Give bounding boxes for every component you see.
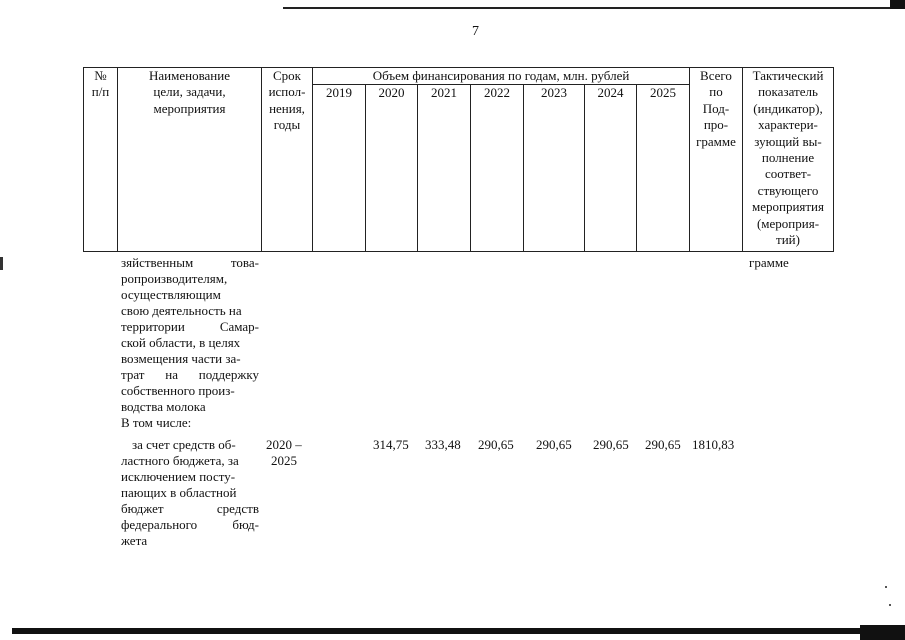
subitem-description: за счет средств об- ластного бюджета, за исключением посту- пающих в областной бюджет средств федерального бюд- жета <box>121 437 259 548</box>
value-2024: 290,65 <box>593 437 629 452</box>
year-header: 2023 <box>524 85 585 252</box>
col-term-header: Срок испол- нения, годы <box>262 68 313 252</box>
indicator-text: грамме <box>749 255 789 270</box>
page-number: 7 <box>472 24 479 39</box>
scan-border-bottom-corner <box>860 625 905 640</box>
value-2025: 290,65 <box>645 437 681 452</box>
year-header: 2025 <box>637 85 690 252</box>
col-indicator-header: Тактический показатель (индикатор), характери- зующий вы- полнение соответ- ствующего мероприятия (мероприя- тий) <box>743 68 834 252</box>
col-number-header: № п/п <box>84 68 118 252</box>
scan-border-bottom <box>12 628 892 634</box>
col-funding-header: Объем финансирования по годам, млн. рублей <box>313 68 690 85</box>
scan-border-left <box>0 257 3 270</box>
measure-description: зяйственным това- ропроизводителям, осуществляющим свою деятельность на территории Самар- ской области, в целях возмещения части за- трат на поддержку собственного произ- водства молока В том числе: <box>121 255 259 430</box>
scan-speck <box>885 586 887 588</box>
value-2020: 314,75 <box>373 437 409 452</box>
year-header: 2020 <box>366 85 418 252</box>
col-name-header: Наименование цели, задачи, мероприятия <box>118 68 262 252</box>
year-header: 2022 <box>471 85 524 252</box>
col-total-header: Всего по Под- про- грамме <box>690 68 743 252</box>
scan-speck <box>889 604 891 606</box>
year-header: 2019 <box>313 85 366 252</box>
table-header <box>83 67 834 252</box>
scan-border-corner <box>890 0 905 9</box>
value-2022: 290,65 <box>478 437 514 452</box>
value-2023: 290,65 <box>536 437 572 452</box>
value-total: 1810,83 <box>692 437 735 452</box>
subitem-term: 2020 – 2025 <box>266 437 302 468</box>
scan-border-top <box>283 7 893 9</box>
year-header: 2021 <box>418 85 471 252</box>
year-header: 2024 <box>585 85 637 252</box>
value-2021: 333,48 <box>425 437 461 452</box>
